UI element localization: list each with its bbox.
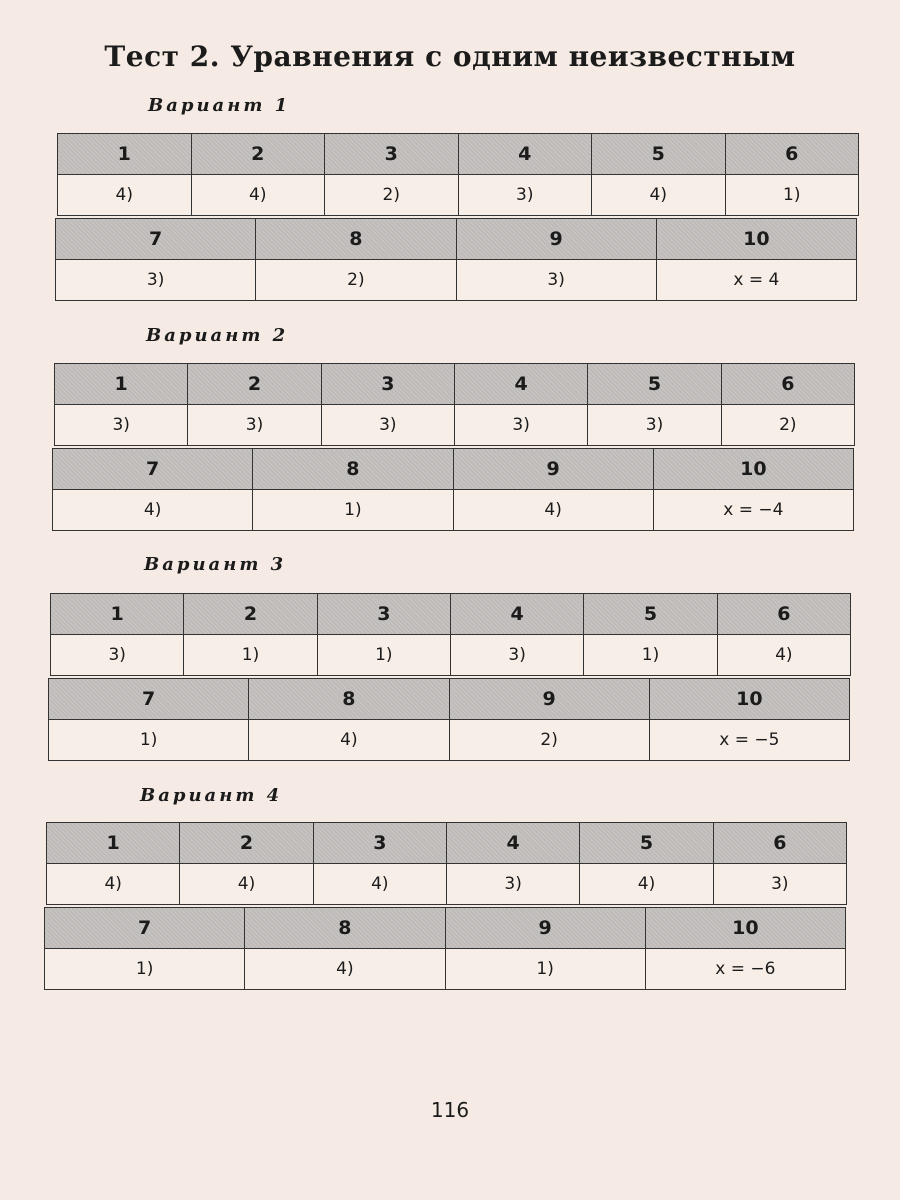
answer-cell: 3) [188,405,321,446]
answer-cell: 3) [454,405,587,446]
question-number: 4 [454,364,587,405]
answer-cell: 4) [180,864,313,905]
answer-cell: 3) [56,260,256,301]
answer-cell: 3) [446,864,579,905]
answer-cell: 3) [456,260,656,301]
answer-cell: x = −5 [649,720,849,761]
question-number: 6 [725,134,859,175]
answer-cell: 1) [445,949,645,990]
variant-2-table-row2 [52,448,854,531]
question-number: 3 [321,364,454,405]
question-number: 4 [450,594,583,635]
answer-cell: 4) [191,175,325,216]
question-number: 10 [653,449,853,490]
question-number: 8 [249,679,449,720]
question-number: 4 [458,134,592,175]
variant-2-label: Вариант 2 [146,325,289,346]
question-number: 1 [58,134,192,175]
question-number: 5 [584,594,717,635]
question-number: 8 [253,449,453,490]
answer-cell: 4) [592,175,726,216]
question-number: 3 [313,823,446,864]
question-number: 8 [256,219,456,260]
question-number: 1 [47,823,180,864]
answer-cell: 3) [588,405,721,446]
answer-cell: 1) [45,949,245,990]
question-number: 5 [580,823,713,864]
question-number: 9 [449,679,649,720]
question-number: 3 [317,594,450,635]
question-number: 1 [51,594,184,635]
variant-4-table-row1 [46,822,847,905]
answer-cell: 2) [256,260,456,301]
answer-cell: 1) [253,490,453,531]
answer-cell: x = −6 [645,949,845,990]
question-number: 8 [245,908,445,949]
answer-cell: 1) [584,635,717,676]
answer-cell: 3) [321,405,454,446]
answer-cell: 3) [450,635,583,676]
answer-cell: 2) [449,720,649,761]
variant-1-table-row2 [55,218,857,301]
variant-3-table-row1 [50,593,851,676]
question-number: 2 [184,594,317,635]
variant-1-label: Вариант 1 [148,95,291,116]
question-number: 10 [649,679,849,720]
question-number: 7 [53,449,253,490]
question-number: 7 [49,679,249,720]
answer-cell: 2) [721,405,854,446]
answer-cell: 2) [325,175,459,216]
variant-2-table-row1 [54,363,855,446]
answer-cell: 1) [184,635,317,676]
question-number: 10 [645,908,845,949]
question-number: 5 [588,364,721,405]
question-number: 9 [445,908,645,949]
answer-cell: 4) [580,864,713,905]
answer-cell: 3) [458,175,592,216]
variant-4-label: Вариант 4 [140,785,283,806]
answer-cell: x = −4 [653,490,853,531]
question-number: 2 [180,823,313,864]
page-number: 116 [430,1098,470,1122]
answer-cell: 1) [49,720,249,761]
question-number: 6 [713,823,846,864]
variant-3-table-row2 [48,678,850,761]
answer-cell: 3) [713,864,846,905]
question-number: 6 [721,364,854,405]
answer-cell: 4) [717,635,850,676]
page-title: Тест 2. Уравнения с одним неизвестным [104,40,796,73]
question-number: 6 [717,594,850,635]
variant-1-table-row1 [57,133,859,216]
variant-3-label: Вариант 3 [144,554,287,575]
answer-cell: 4) [453,490,653,531]
answer-cell: 1) [317,635,450,676]
answer-cell: 4) [53,490,253,531]
question-number: 4 [446,823,579,864]
answer-cell: 4) [245,949,445,990]
answer-cell: 4) [249,720,449,761]
question-number: 10 [656,219,856,260]
variant-4-table-row2 [44,907,846,990]
answer-cell: 3) [51,635,184,676]
question-number: 7 [45,908,245,949]
answer-cell: 1) [725,175,859,216]
answer-cell: 4) [58,175,192,216]
answer-cell: 3) [55,405,188,446]
question-number: 1 [55,364,188,405]
question-number: 9 [456,219,656,260]
question-number: 5 [592,134,726,175]
question-number: 7 [56,219,256,260]
answer-cell: 4) [47,864,180,905]
question-number: 2 [191,134,325,175]
question-number: 3 [325,134,459,175]
answer-cell: x = 4 [656,260,856,301]
question-number: 9 [453,449,653,490]
question-number: 2 [188,364,321,405]
answer-cell: 4) [313,864,446,905]
